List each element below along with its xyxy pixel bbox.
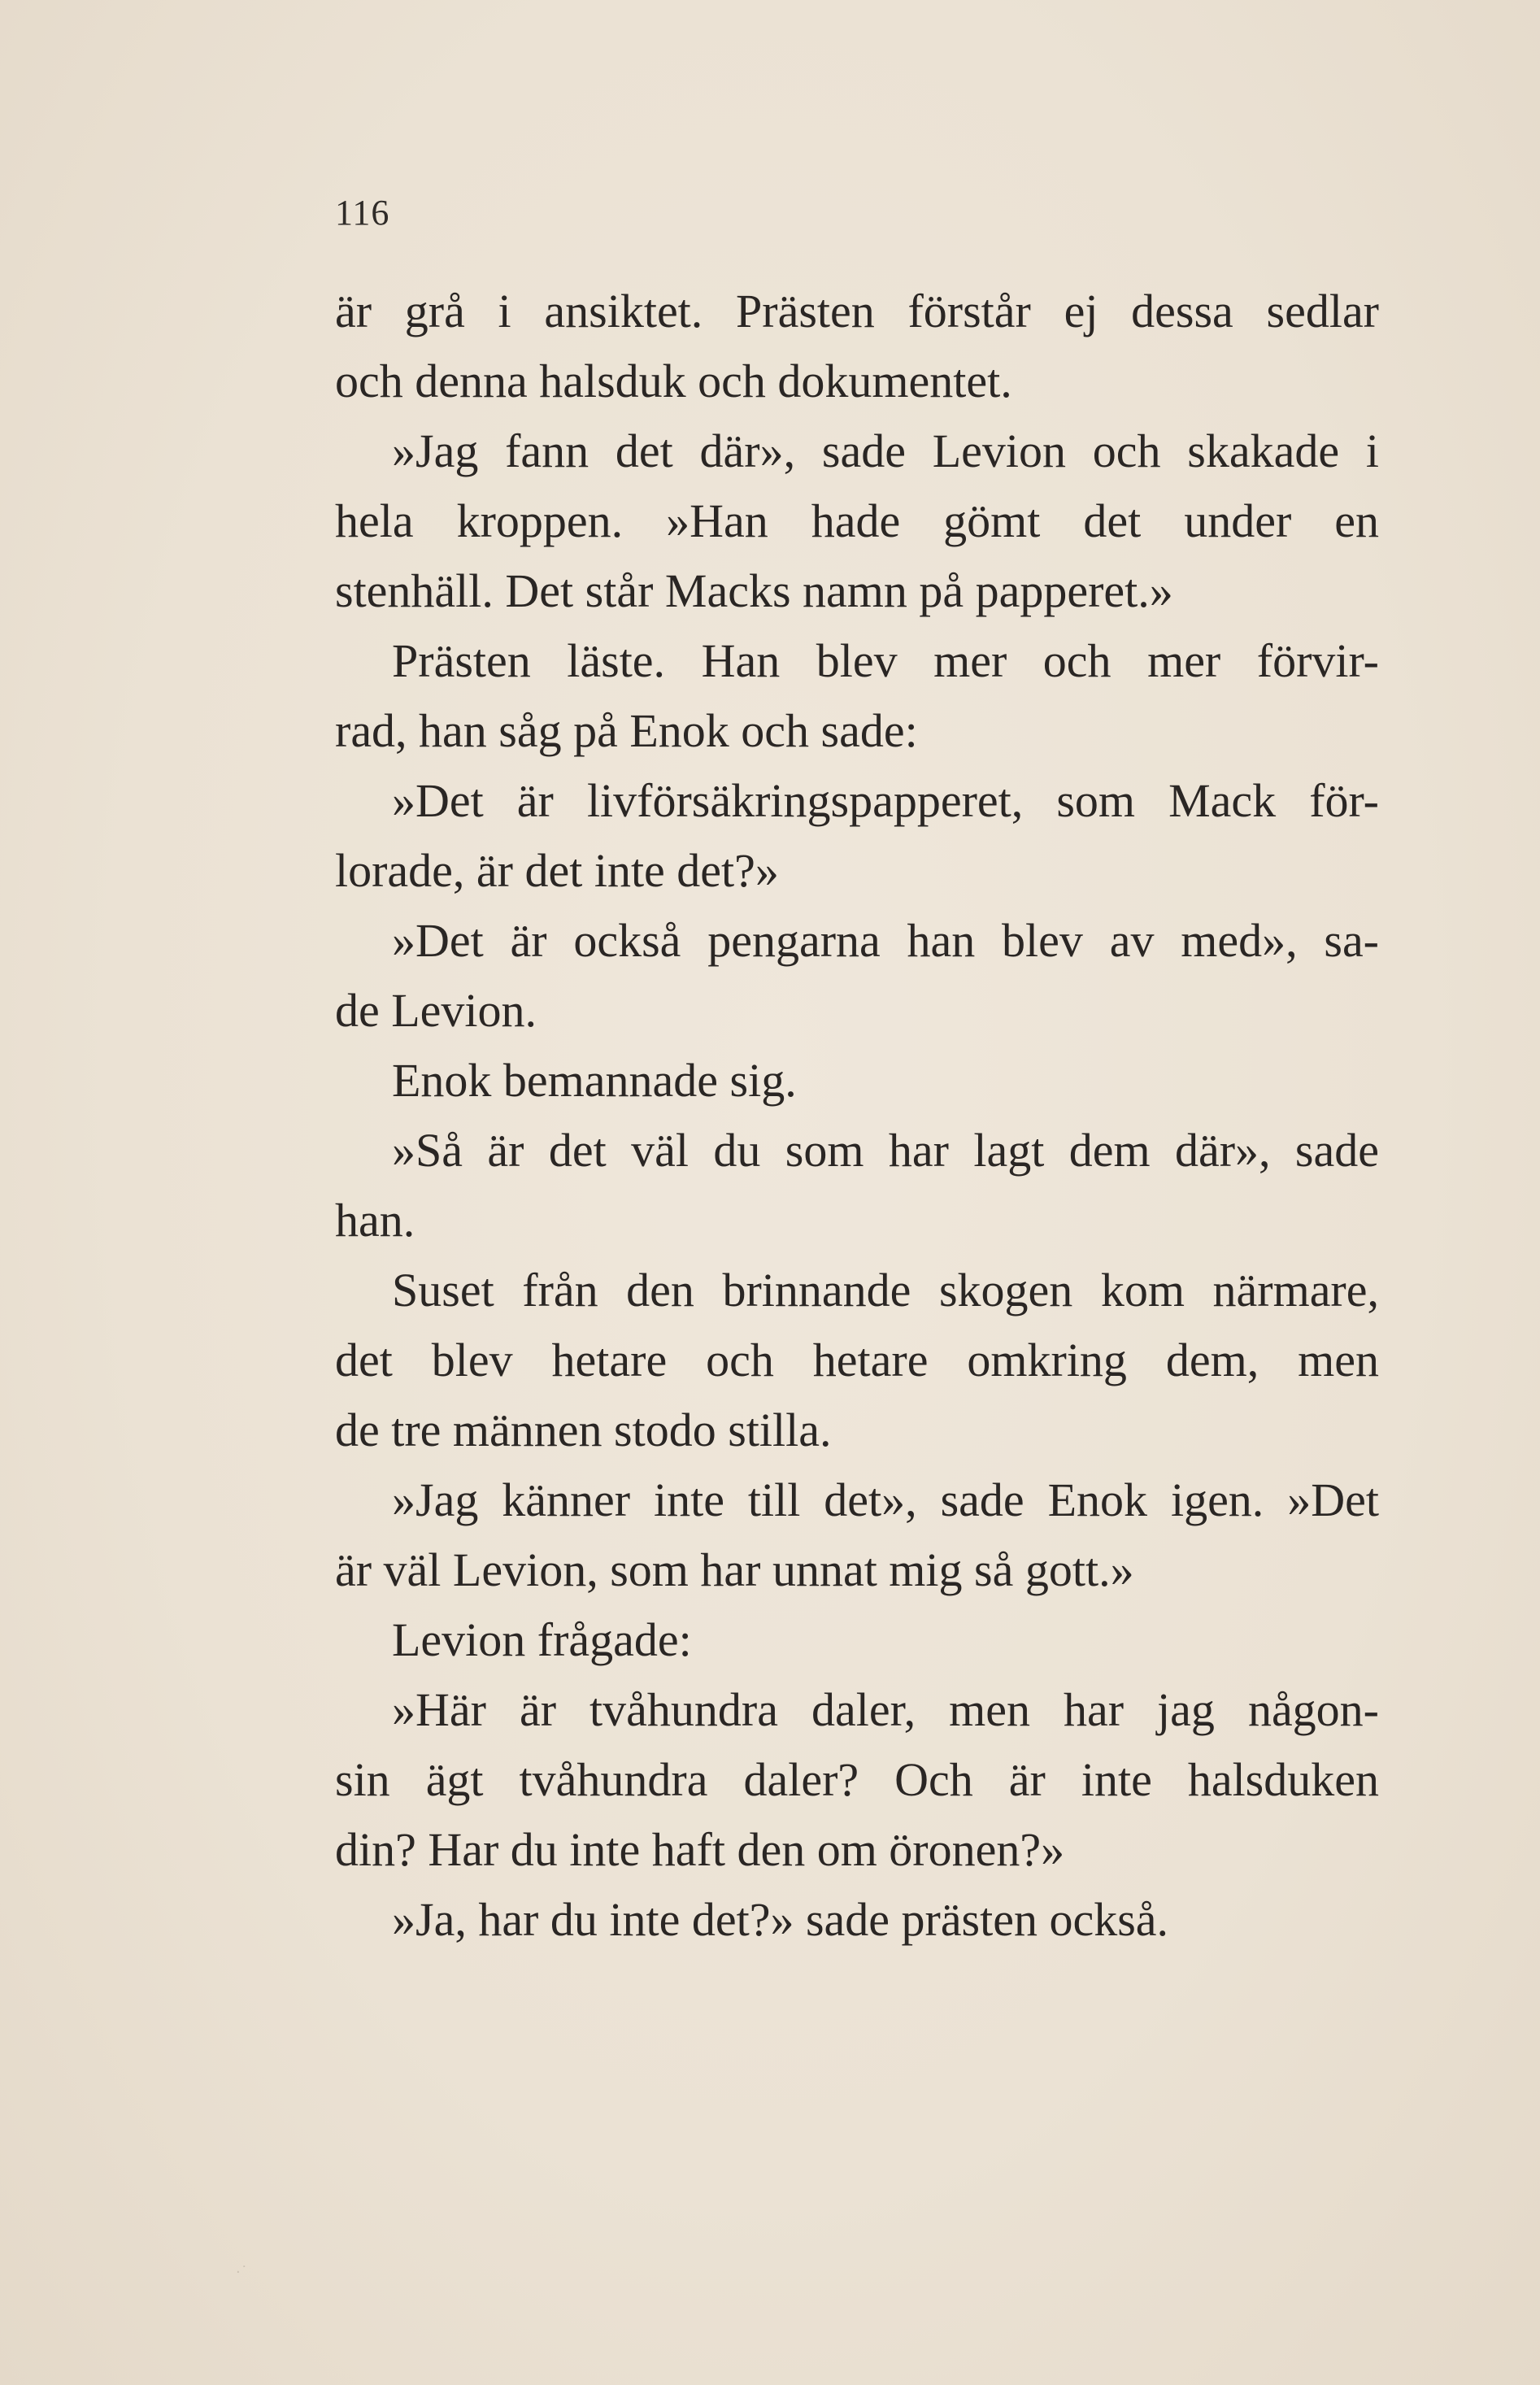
- text-line: är väl Levion, som har unnat mig så gott.»: [335, 1543, 1134, 1596]
- text-line: sin ägt tvåhundra daler? Och är inte halsduken: [335, 1753, 1379, 1806]
- text-line: och denna halsduk och dokumentet.: [335, 355, 1012, 407]
- text-line: »Jag fann det där», sade Levion och skakade i: [392, 424, 1379, 477]
- text-line: de tre männen stodo stilla.: [335, 1404, 832, 1456]
- text-line: hela kroppen. »Han hade gömt det under en: [335, 494, 1379, 547]
- paper-speck: ·˙: [236, 2264, 248, 2281]
- text-line: Prästen läste. Han blev mer och mer förvir-: [392, 634, 1379, 687]
- page-number: 116: [335, 193, 390, 233]
- text-line: lorade, är det inte det?»: [335, 844, 779, 897]
- text-line: »Jag känner inte till det», sade Enok igen. »Det: [392, 1473, 1379, 1526]
- text-line: »Här är tvåhundra daler, men har jag någon-: [392, 1683, 1379, 1736]
- text-line: han.: [335, 1194, 415, 1247]
- text-line: Enok bemannade sig.: [392, 1054, 797, 1107]
- text-line: Levion frågade:: [392, 1613, 692, 1666]
- text-line: »Det är också pengarna han blev av med», sa-: [392, 914, 1379, 967]
- body-text: [335, 276, 1379, 1955]
- text-line: Suset från den brinnande skogen kom närmare,: [392, 1264, 1379, 1317]
- text-line: de Levion.: [335, 984, 537, 1037]
- text-line: det blev hetare och hetare omkring dem, men: [335, 1334, 1379, 1386]
- text-line: »Ja, har du inte det?» sade prästen också.: [392, 1893, 1169, 1946]
- text-line: rad, han såg på Enok och sade:: [335, 704, 918, 757]
- text-line: »Så är det väl du som har lagt dem där», sade: [392, 1124, 1379, 1177]
- text-line: »Det är livförsäkringspapperet, som Mack för-: [392, 774, 1379, 827]
- text-line: stenhäll. Det står Macks namn på papperet.»: [335, 564, 1173, 617]
- text-line: är grå i ansiktet. Prästen förstår ej dessa sedlar: [335, 285, 1379, 337]
- text-line: din? Har du inte haft den om öronen?»: [335, 1823, 1065, 1876]
